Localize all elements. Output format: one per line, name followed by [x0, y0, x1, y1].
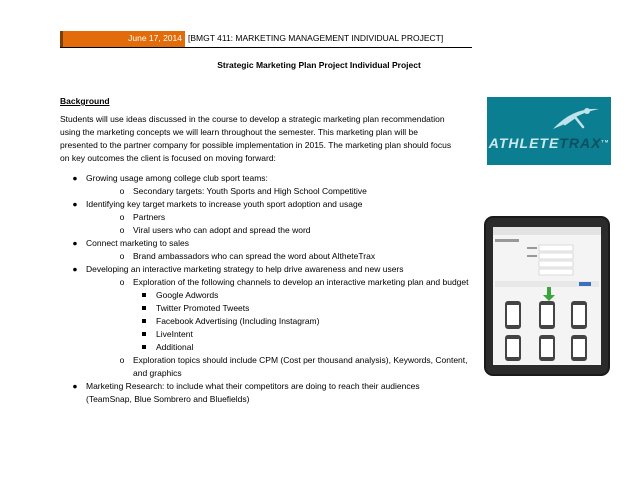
sub-list-item — [86, 250, 478, 263]
sub-list-item-text: and graphics — [133, 368, 182, 378]
list-item-text: Marketing Research: to include what their competitors are doing to reach their audiences — [86, 381, 420, 391]
bullet-square — [139, 341, 149, 354]
bullet-circle: o — [119, 355, 125, 365]
outcome-list — [60, 172, 478, 406]
list-item — [60, 250, 478, 263]
channel-item — [86, 328, 478, 341]
bullet-circle: o — [119, 251, 125, 261]
list-item — [60, 263, 478, 276]
list-item-text: Developing an interactive marketing strategy to help drive awareness and new users — [86, 264, 404, 274]
runner-mark-icon — [487, 97, 611, 165]
bullet-square — [139, 302, 149, 315]
tablet-screen-icon — [483, 215, 611, 377]
document-body — [60, 95, 478, 406]
channel-list — [86, 289, 478, 354]
background-heading: Background — [60, 96, 110, 106]
sub-list-item-text: Exploration of the following channels to develop an interactive marketing plan and budget — [133, 277, 469, 287]
channel-item-text: LiveIntent — [156, 329, 193, 339]
background-line: on key outcomes the client is focused on moving forward: — [60, 153, 276, 163]
bullet-circle: o — [119, 212, 125, 222]
list-item — [60, 211, 478, 237]
channel-item — [86, 315, 478, 328]
sub-list-item — [86, 185, 478, 198]
channel-item — [86, 341, 478, 354]
sub-list-item-text: Secondary targets: Youth Sports and High School Competitive — [133, 186, 367, 196]
channel-item-text: Facebook Advertising (Including Instagram) — [156, 316, 320, 326]
bullet-dot: ● — [72, 173, 78, 183]
page-title: Strategic Marketing Plan Project Individual Project — [217, 60, 421, 70]
list-item — [60, 354, 478, 380]
sub-list-item — [86, 276, 478, 289]
list-item-text: Connect marketing to sales — [86, 238, 189, 248]
list-item — [60, 276, 478, 289]
logo-word-athlete: ATHLETE — [488, 135, 560, 151]
sub-list-item-text: Brand ambassadors who can spread the word about AltheteTrax — [133, 251, 376, 261]
page-header — [60, 31, 472, 47]
bullet-dot: ● — [72, 381, 78, 391]
list-item — [60, 380, 478, 406]
sub-list — [86, 250, 478, 263]
sub-list-item-text: Partners — [133, 212, 166, 222]
sub-list — [86, 211, 478, 237]
list-item-text: Growing usage among college club sport teams: — [86, 173, 268, 183]
bullet-dot: ● — [72, 238, 78, 248]
channel-item-text: Additional — [156, 342, 194, 352]
bullet-dot: ● — [72, 199, 78, 209]
background-paragraph — [60, 113, 478, 165]
bullet-square — [139, 289, 149, 302]
channel-item — [86, 302, 478, 315]
tablet-mockup-image — [483, 215, 611, 377]
header-date: June 17, 2014 — [128, 33, 182, 43]
bullet-circle: o — [119, 277, 125, 287]
logo-wordmark — [487, 135, 611, 151]
sub-list-item-text: Viral users who can adopt and spread the word — [133, 225, 311, 235]
list-item — [60, 289, 478, 354]
list-item-text: (TeamSnap, Blue Sombrero and Bluefields) — [86, 394, 250, 404]
background-line: using the marketing concepts we will learn throughout the semester. This marketing plan will be — [60, 127, 418, 137]
channel-item — [86, 289, 478, 302]
sub-list-item — [86, 354, 478, 380]
background-line: presented to the partner company for possible implementation in 2015. The marketing plan should focus — [60, 140, 452, 150]
header-title: [BMGT 411: MARKETING MANAGEMENT INDIVIDUAL PROJECT] — [188, 33, 444, 43]
sub-list — [86, 354, 478, 380]
list-item — [60, 172, 478, 185]
bullet-dot: ● — [72, 264, 78, 274]
header-rule — [60, 47, 472, 48]
list-item — [60, 237, 478, 250]
sub-list — [86, 276, 478, 289]
bullet-circle: o — [119, 186, 125, 196]
logo-word-trax: TRAX — [559, 135, 602, 151]
logo-trademark: TM — [601, 138, 610, 144]
list-item — [60, 185, 478, 198]
bullet-square — [139, 315, 149, 328]
background-line: Students will use ideas discussed in the course to develop a strategic marketing plan recommendation — [60, 114, 445, 124]
sub-list — [86, 185, 478, 198]
athletetrax-logo — [487, 97, 611, 165]
header-date-box — [60, 31, 185, 47]
sub-list-item — [86, 224, 478, 237]
sub-list-item — [86, 211, 478, 224]
list-item — [60, 198, 478, 211]
bullet-circle: o — [119, 225, 125, 235]
list-item-text: Identifying key target markets to increase youth sport adoption and usage — [86, 199, 363, 209]
sub-list-item-text: Exploration topics should include CPM (Cost per thousand analysis), Keywords, Content, — [133, 355, 468, 365]
channel-item-text: Twitter Promoted Tweets — [156, 303, 250, 313]
channel-item-text: Google Adwords — [156, 290, 219, 300]
bullet-square — [139, 328, 149, 341]
